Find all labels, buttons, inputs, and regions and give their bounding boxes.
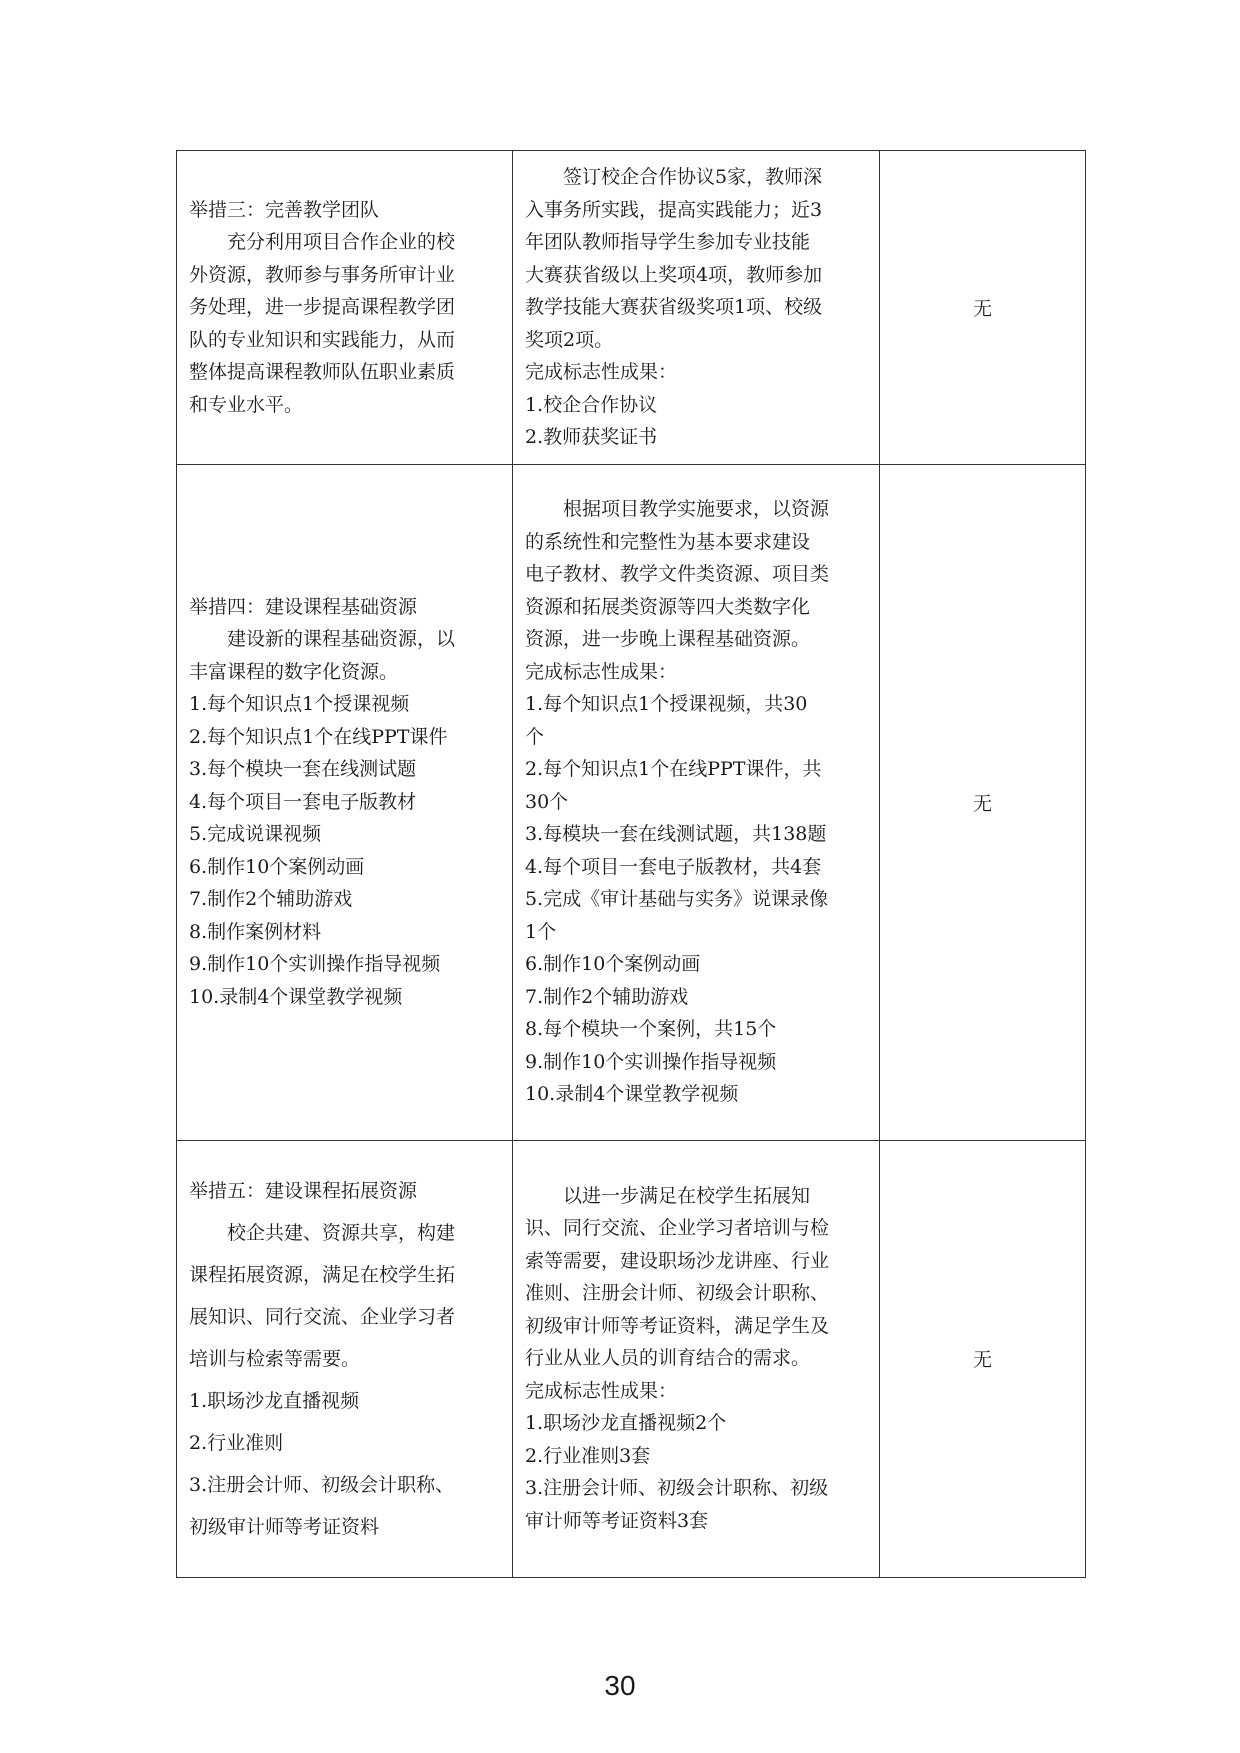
outcome-text-line: 签订校企合作协议5家，教师深	[563, 166, 823, 188]
outcome-text-line: 年团队教师指导学生参加专业技能	[525, 231, 811, 253]
outcome-list-item: 3.每模块一套在线测试题，共138题	[525, 823, 827, 846]
measure-text-line: 和专业水平。	[189, 393, 304, 416]
outcome-heading: 完成标志性成果：	[525, 660, 678, 683]
measure-list-item: 1.职场沙龙直播视频	[189, 1389, 360, 1412]
outcome-list-item: 1.校企合作协议	[525, 393, 658, 416]
outcome-text-line: 根据项目教学实施要求，以资源	[563, 498, 830, 521]
outcome-list-item: 2.每个知识点1个在线PPT课件，共	[525, 758, 822, 781]
outcome-list-item: 1.职场沙龙直播视频2个	[525, 1412, 727, 1435]
measure-text-line: 校企共建、资源共享，构建	[227, 1221, 456, 1244]
outcome-text-line: 大赛获省级以上奖项4项，教师参加	[525, 263, 823, 286]
outcome-heading: 完成标志性成果：	[525, 361, 678, 383]
outcome-list-item: 9.制作10个实训操作指导视频	[525, 1050, 777, 1073]
outcome-text-line: 识、同行交流、企业学习者培训与检	[525, 1217, 830, 1240]
outcome-text-line: 初级审计师等考证资料，满足学生及	[525, 1314, 830, 1337]
outcome-list-item: 10.录制4个课堂教学视频	[525, 1083, 739, 1106]
measure-text-line: 队的专业知识和实践能力，从而	[189, 328, 456, 351]
outcome-list-item: 个	[525, 725, 545, 748]
outcome-text-line: 准则、注册会计师、初级会计职称、	[525, 1282, 830, 1305]
outcome-heading: 完成标志性成果：	[525, 1379, 678, 1402]
page-number: 30	[604, 1670, 636, 1701]
measure-list-item: 2.行业准则	[189, 1431, 284, 1454]
outcome-text-line: 以进一步满足在校学生拓展知	[563, 1184, 811, 1207]
table-row-measure-5	[177, 1140, 1086, 1577]
outcome-list-item: 4.每个项目一套电子版教材，共4套	[525, 855, 822, 878]
outcome-list-item: 7.制作2个辅助游戏	[525, 985, 689, 1008]
table-row-measure-3	[177, 151, 1086, 465]
measure-list-item: 9.制作10个实训操作指导视频	[189, 953, 441, 976]
measure-list-item: 初级审计师等考证资料	[189, 1515, 380, 1538]
outcome-list-item: 2.行业准则3套	[525, 1444, 651, 1467]
outcome-list-item: 5.完成《审计基础与实务》说课录像	[525, 888, 829, 911]
table-row-measure-4	[177, 464, 1086, 1140]
measure-list-item: 7.制作2个辅助游戏	[189, 888, 353, 911]
measure-text-line: 务处理，进一步提高课程教学团	[189, 296, 456, 318]
measure-list-item: 10.录制4个课堂教学视频	[189, 985, 403, 1008]
measure-text-line: 课程拓展资源，满足在校学生拓	[189, 1263, 456, 1286]
outcome-cell	[513, 464, 880, 1140]
measure-title: 举措三：完善教学团队	[189, 198, 380, 221]
measure-list-item: 5.完成说课视频	[189, 823, 322, 846]
note-cell: 无	[880, 464, 1086, 1140]
outcome-list-item: 3.注册会计师、初级会计职称、初级	[525, 1477, 829, 1500]
outcome-text-line: 行业从业人员的训育结合的需求。	[525, 1347, 811, 1370]
outcome-text-line: 的系统性和完整性为基本要求建设	[525, 530, 811, 553]
outcome-list-item: 30个	[525, 790, 569, 813]
outcome-text-line: 索等需要，建设职场沙龙讲座、行业	[525, 1249, 830, 1272]
measure-text-line: 建设新的课程基础资源，以	[227, 628, 456, 651]
outcome-list-item: 1.每个知识点1个授课视频，共30	[525, 693, 808, 716]
note-cell: 无	[880, 151, 1086, 465]
note-cell: 无	[880, 1140, 1086, 1577]
outcome-text-line: 资源，进一步晚上课程基础资源。	[525, 628, 811, 651]
measure-cell	[177, 464, 513, 1140]
measure-text-line: 充分利用项目合作企业的校	[227, 231, 456, 253]
outcome-text-line: 电子教材、教学文件类资源、项目类	[525, 563, 830, 586]
measure-text-line: 展知识、同行交流、企业学习者	[189, 1305, 456, 1328]
outcome-list-item: 1个	[525, 920, 557, 943]
measure-cell	[177, 151, 513, 465]
measure-list-item: 4.每个项目一套电子版教材	[189, 790, 417, 813]
outcome-text-line: 入事务所实践，提高实践能力；近3	[525, 198, 823, 221]
measure-title: 举措四：建设课程基础资源	[189, 595, 418, 618]
outcome-list-item: 2.教师获奖证书	[525, 426, 658, 448]
outcome-text-line: 教学技能大赛获省级奖项1项、校级	[525, 296, 823, 318]
outcome-cell	[513, 151, 880, 465]
outcome-list-item: 6.制作10个案例动画	[525, 953, 701, 976]
measure-title: 举措五：建设课程拓展资源	[189, 1179, 418, 1202]
measure-text-line: 外资源，教师参与事务所审计业	[189, 263, 456, 286]
measure-list-item: 3.每个模块一套在线测试题	[189, 758, 417, 781]
measure-text-line: 培训与检索等需要。	[189, 1347, 361, 1370]
outcome-text-line: 奖项2项。	[525, 328, 614, 351]
measure-list-item: 6.制作10个案例动画	[189, 855, 365, 878]
measure-list-item: 1.每个知识点1个授课视频	[189, 693, 410, 716]
outcome-list-item: 审计师等考证资料3套	[525, 1509, 709, 1532]
measures-table	[176, 150, 1086, 1578]
measure-text-line: 丰富课程的数字化资源。	[189, 660, 399, 683]
outcome-text-line: 资源和拓展类资源等四大类数字化	[525, 595, 811, 618]
measure-text-line: 整体提高课程教师队伍职业素质	[189, 361, 456, 383]
measure-list-item: 2.每个知识点1个在线PPT课件	[189, 725, 448, 748]
measure-list-item: 3.注册会计师、初级会计职称、	[189, 1473, 455, 1496]
measure-cell	[177, 1140, 513, 1577]
outcome-list-item: 8.每个模块一个案例，共15个	[525, 1018, 777, 1041]
measure-list-item: 8.制作案例材料	[189, 920, 322, 943]
outcome-cell	[513, 1140, 880, 1577]
